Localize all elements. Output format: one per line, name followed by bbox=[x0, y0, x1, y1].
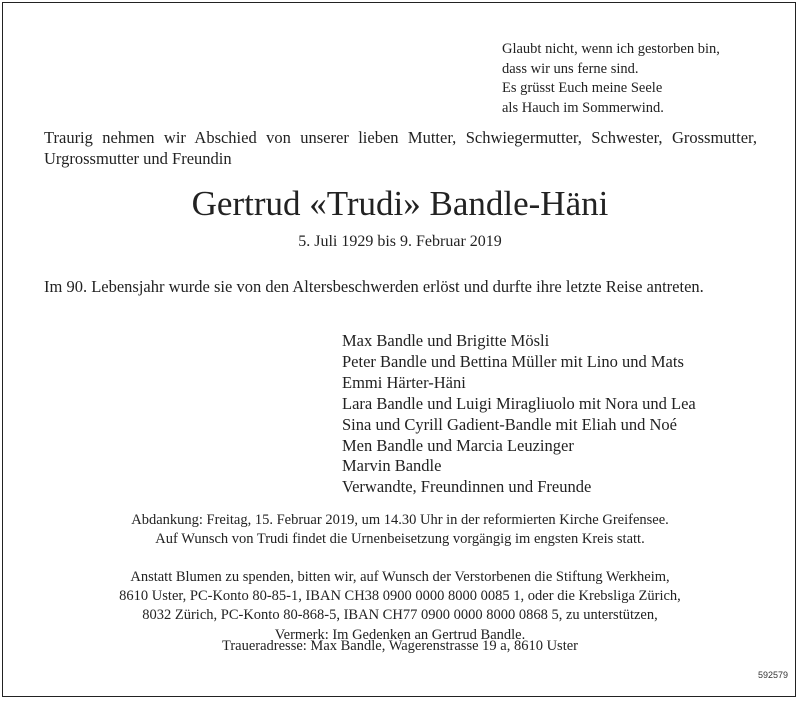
mourners-list bbox=[342, 331, 696, 498]
poem-line: Es grüsst Euch meine Seele bbox=[502, 80, 663, 96]
donation-line: 8610 Uster, PC-Konto 80-85-1, IBAN CH38 0900 0000 8000 0085 1, oder die Krebsliga Zürich, bbox=[119, 588, 681, 605]
mourning-address bbox=[0, 637, 800, 656]
funeral-line: Abdankung: Freitag, 15. Februar 2019, um 14.30 Uhr in der reformierten Kirche Greifensee. bbox=[131, 512, 669, 528]
mourner-line: Emmi Härter-Häni bbox=[342, 372, 466, 392]
address-line: Traueradresse: Max Bandle, Wagerenstrasse 19 a, 8610 Uster bbox=[221, 638, 578, 654]
poem-line: Glaubt nicht, wenn ich gestorben bin, bbox=[502, 41, 720, 57]
mourner-line: Men Bandle und Marcia Leuzinger bbox=[342, 435, 574, 455]
mourner-line: Marvin Bandle bbox=[342, 456, 442, 476]
mourner-line: Verwandte, Freundinnen und Freunde bbox=[342, 477, 592, 497]
funeral-line: Auf Wunsch von Trudi findet die Urnenbeisetzung vorgängig im engsten Kreis statt. bbox=[155, 531, 645, 548]
life-paragraph: Im 90. Lebensjahr wurde sie von den Altersbeschwerden erlöst und durfte ihre letzte Reise antreten. bbox=[44, 277, 704, 296]
mourner-line: Lara Bandle und Luigi Miragliuolo mit Nora und Lea bbox=[342, 393, 696, 413]
deceased-name: Gertrud «Trudi» Bandle-Häni bbox=[191, 184, 609, 223]
poem-line: dass wir uns ferne sind. bbox=[502, 60, 639, 77]
donation-line: Anstatt Blumen zu spenden, bitten wir, auf Wunsch der Verstorbenen die Stiftung Werkheim, bbox=[130, 569, 670, 585]
reference-number: 592579 bbox=[757, 670, 788, 680]
mourner-line: Max Bandle und Brigitte Mösli bbox=[342, 331, 550, 350]
donation-info bbox=[0, 568, 800, 645]
mourner-line: Sina und Cyrill Gadient-Bandle mit Eliah und Noé bbox=[342, 414, 677, 434]
intro-text: Traurig nehmen wir Abschied von unserer lieben Mutter, Schwiegermutter, Schwester, Grossmutter, Urgrossmutter und Freundin bbox=[44, 128, 757, 168]
life-dates: 5. Juli 1929 bis 9. Februar 2019 bbox=[298, 233, 502, 250]
poem bbox=[502, 40, 720, 118]
poem-line: als Hauch im Sommerwind. bbox=[502, 99, 664, 116]
donation-line: 8032 Zürich, PC-Konto 80-868-5, IBAN CH77 0900 0000 8000 0868 5, zu unterstützen, bbox=[142, 607, 658, 624]
donation-line: Vermerk: Im Gedenken an Gertrud Bandle. bbox=[274, 626, 526, 643]
mourner-line: Peter Bandle und Bettina Müller mit Lino und Mats bbox=[342, 351, 684, 371]
funeral-info bbox=[0, 511, 800, 549]
